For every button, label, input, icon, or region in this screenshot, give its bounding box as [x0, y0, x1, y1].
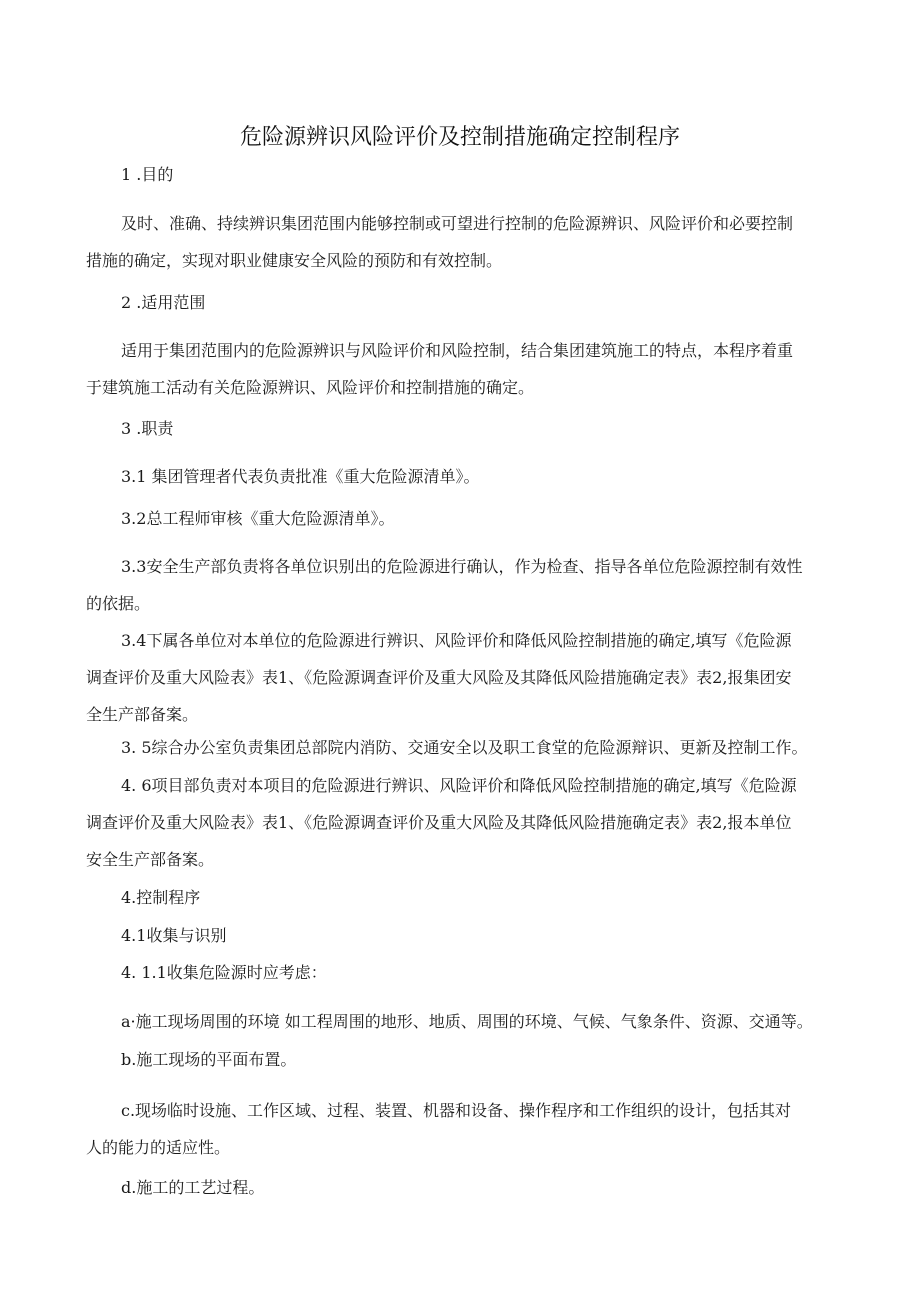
paragraph-line: 安全生产部备案。: [86, 850, 215, 869]
list-item: 人的能力的适应性。: [86, 1138, 231, 1157]
paragraph-line: 3. 5综合办公室负责集团总部院内消防、交通安全以及职工食堂的危险源辩识、更新及控制工作。: [121, 738, 808, 757]
paragraph-line: 及时、准确、持续辨识集团范围内能够控制或可望进行控制的危险源辨识、风险评价和必要控制: [121, 214, 794, 233]
paragraph-line: 3.1 集团管理者代表负责批准《重大危险源清单》。: [121, 467, 480, 486]
paragraph-line: 3.4下属各单位对本单位的危险源进行辨识、风险评价和降低风险控制措施的确定,填写《危险源: [121, 631, 792, 650]
paragraph-line: 4. 6项目部负责对本项目的危险源进行辨识、风险评价和降低风险控制措施的确定,填写《危险源: [121, 776, 797, 795]
paragraph-line: 全生产部备案。: [86, 705, 199, 724]
paragraph-line: 调查评价及重大风险表》表1、《危险源调查评价及重大风险及其降低风险措施确定表》表2,报本单位: [86, 813, 792, 832]
section-heading: 4.1收集与识别: [121, 926, 227, 945]
section-heading: 3 .职责: [121, 419, 174, 438]
paragraph-line: 3.3安全生产部负责将各单位识别出的危险源进行确认，作为检查、指导各单位危险源控制有效性: [121, 557, 803, 576]
paragraph-line: 措施的确定，实现对职业健康安全风险的预防和有效控制。: [86, 251, 503, 270]
list-item: b.施工现场的平面布置。: [121, 1050, 297, 1069]
section-heading: 1 .目的: [121, 165, 174, 184]
section-heading: 4.控制程序: [121, 888, 201, 907]
paragraph-line: 3.2总工程师审核《重大危险源清单》。: [121, 509, 395, 528]
list-item: a·施工现场周围的环境 如工程周围的地形、地质、周围的环境、气候、气象条件、资源、交通等。: [121, 1012, 813, 1031]
paragraph-line: 于建筑施工活动有关危险源辨识、风险评价和控制措施的确定。: [86, 378, 535, 397]
list-item: d.施工的工艺过程。: [121, 1178, 265, 1197]
paragraph-line: 4. 1.1收集危险源时应考虑：: [121, 963, 327, 982]
document-title: 危险源辨识风险评价及控制措施确定控制程序: [239, 125, 680, 150]
paragraph-line: 的依据。: [86, 594, 151, 613]
section-heading: 2 .适用范围: [121, 293, 206, 312]
paragraph-line: 适用于集团范围内的危险源辨识与风险评价和风险控制，结合集团建筑施工的特点，本程序着重: [121, 341, 794, 360]
paragraph-line: 调查评价及重大风险表》表1、《危险源调查评价及重大风险及其降低风险措施确定表》表2,报集团安: [86, 668, 792, 687]
list-item: c.现场临时设施、工作区域、过程、装置、机器和设备、操作程序和工作组织的设计，包括其对: [121, 1101, 792, 1120]
